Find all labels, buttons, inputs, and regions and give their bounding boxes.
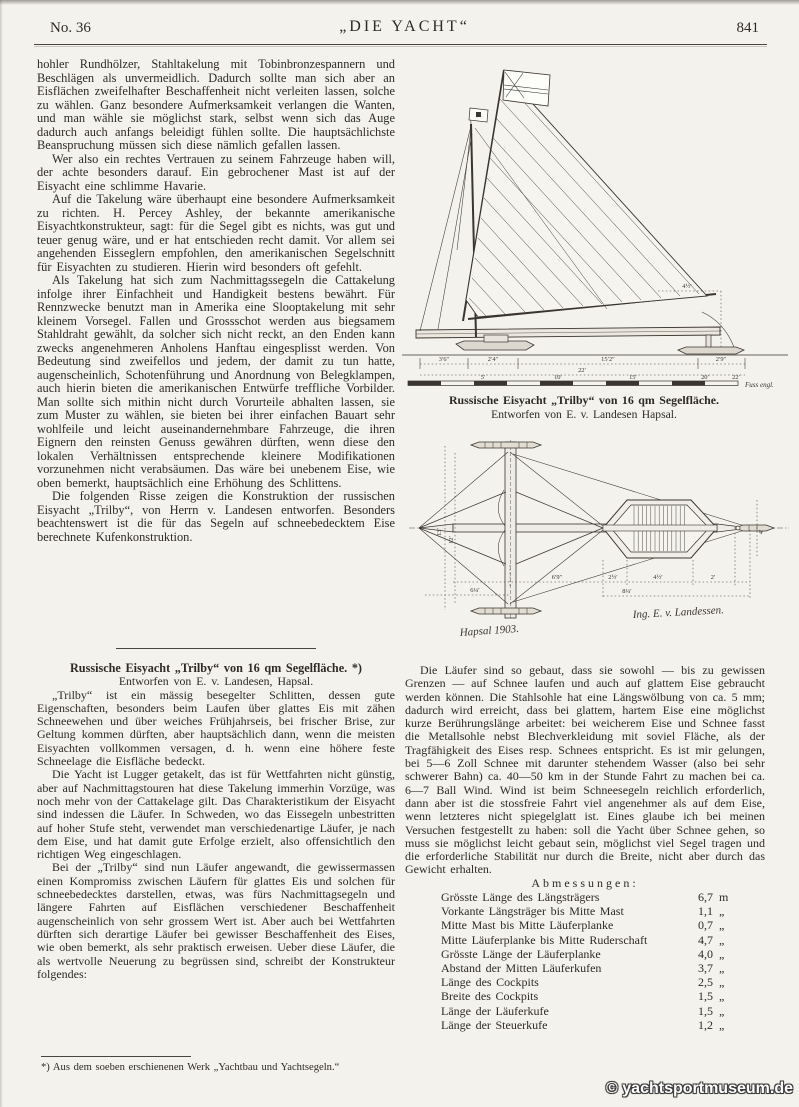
paragraph: Wer also ein rechtes Vertrauen zu seinem Fahrzeuge haben will, der achte besonders darauf. Ein gebrochener Mast ist auf der Eisyacht eine schlimme Havarie.: [37, 151, 395, 193]
measure-unit: „: [719, 932, 725, 947]
measure-value: 4,0: [698, 946, 713, 961]
measure-value: 1,1: [698, 904, 713, 919]
figure1-caption: [402, 393, 766, 422]
measure-value: 1,5: [698, 1003, 713, 1018]
scale-tick-22: 22′: [732, 374, 740, 381]
paragraph: Bei der „Trilby“ sind nun Läufer angewandt, die gewissermassen einen Kompromiss zwischen Läufern für glattes Eis und solchen für schneebedecktes darstellen, etwas, was fürs Nachmittagsegeln und längere Fahrten auf Eisflächen verschiedener Beschaffenheit augenscheinlich von sehr grossem Wert ist. Aber auch bei Wettfahrten dürften sich derartige Läufer bei gewisser Beschaffenheit des Eises, wie oben bemerkt, als sehr praktisch erweisen. Ueber diese Läufer, die als wertvolle Neuerung zu begrüssen sind, schreibt der Konstrukteur folgendes:: [37, 860, 395, 981]
table-row: [441, 1018, 735, 1032]
measure-label: Breite des Cockpits: [441, 989, 539, 1004]
table-row: [441, 890, 735, 904]
dim-label-d: 2′9″: [715, 356, 727, 363]
measure-label: Mitte Läuferplanke bis Mitte Ruderschaft: [441, 932, 648, 947]
measure-unit: „: [719, 946, 725, 961]
watermark: © yachtsportmuseum.de: [606, 1080, 793, 1097]
dim-label-a: 3′6″: [438, 356, 450, 363]
measure-label: Länge der Steuerkufe: [441, 1017, 548, 1032]
sailplan-drawing: [400, 58, 792, 392]
dim-label-tiller: 4½′: [682, 283, 692, 290]
dim-label-2ft: 2′: [710, 574, 716, 581]
dim-label-c: 15′2″: [601, 356, 615, 363]
figure1-caption-subtitle: Entworfen von E. v. Landesen Hapsal.: [491, 408, 677, 421]
measure-label: Grösste Länge der Läuferplanke: [441, 946, 601, 961]
paragraph: Die Läufer sind so gebaut, dass sie sowohl — bis zu gewissen Grenzen — auf Schnee laufen und auch auf glattem Eise gebraucht werden können. Die Stahlsohle hat eine Längswölbung von ca. 5 mm; dadurch wird erreicht, dass bei glattem, hartem Eise eine möglichst kurze Berührungslänge arbeitet: bei weicherem Eise und Schnee fasst die Metallsohle nebst Blechverkleidung mit soviel Fläche, als der Tragfähigkeit des Eises resp. Schnees entspricht. Es ist mir gelungen, bei 5—6 Zoll Schnee mit darunter stehendem Wasser (also bei sehr schwerer Bahn) ca. 40—50 km in der Stunde Fahrt zu machen bei ca. 6—7 Ball Wind. Wind ist beim Schneesegeln reichlich erforderlich, dann aber ist die stossfreie Fahrt viel angenehmer als auf dem Eise, wenn letzteres nicht spiegelglatt ist. Eines glaube ich bei meinen Versuchen festgestellt zu haben: soll die Yacht über Schnee gehen, so muss sie möglichst leicht gebaut sein, möglichst viel Segel tragen und die erforderliche Stabilität nur durch die Breite, nicht aber durch das Gewicht erhalten.: [405, 663, 765, 877]
measure-unit: „: [719, 1003, 725, 1018]
sail: [466, 72, 707, 317]
measure-value: 1,5: [698, 989, 713, 1004]
dim-label-2half: 2½′: [608, 574, 618, 581]
dim-label-12ft: 12′: [448, 536, 455, 544]
naval-ensign-flag: [503, 70, 550, 106]
table-row: [441, 947, 735, 961]
dim-label-6ft9: 6′9″: [551, 574, 563, 581]
measure-value: 6,7: [698, 890, 713, 905]
planview-drawing: [405, 440, 793, 660]
scale-bar: [408, 374, 774, 389]
dim-label-8quarter: 8¼′: [622, 588, 632, 595]
measure-label: Mitte Mast bis Mitte Läuferplanke: [441, 918, 614, 933]
table-row: [441, 989, 735, 1003]
measure-value: 0,7: [698, 918, 713, 933]
measure-label: Abstand der Mitten Läuferkufen: [441, 961, 602, 976]
measure-label: Länge des Cockpits: [441, 975, 539, 990]
table-row: [441, 904, 735, 918]
measurements-table: [405, 890, 765, 1032]
paragraph: Die Yacht ist Lugger getakelt, das ist für Wettfahrten nicht günstig, aber auf Nachmittagstouren hat diese Takelung immerhin Vorzüge, was noch mehr von der Cattakelage gilt. Das Charakteristikum der Eisyacht sind indessen die Läufer. In Schweden, wo das Eissegeln unbestritten auf hoher Stufe steht, verwendet man verschiedenartige Läufer, je nach dem Eise, und hat damit gute Erfolge erzielt, also offensichtlich den richtigen Weg eingeschlagen.: [37, 767, 395, 862]
dim-label-13ft: 13′: [436, 528, 443, 536]
scale-tick-20: 20′: [701, 374, 709, 381]
scale-tick-10: 10′: [554, 374, 562, 381]
dim-label-4ft: 4′: [758, 529, 765, 535]
header-rule: [34, 44, 767, 45]
section-divider: [37, 648, 395, 649]
table-row: [441, 933, 735, 947]
dim-label-4half: 4½′: [653, 574, 663, 581]
left-column-upper: [37, 58, 395, 544]
scale-tick-15: 15′: [629, 374, 637, 381]
footnote: *) Aus dem soeben erschienenen Werk „Yachtbau und Yachtsegeln.“: [41, 1062, 340, 1073]
paragraph: „Trilby“ ist ein mässig besegelter Schlitten, dessen gute Eigenschaften, besonders beim Laufen über glattes Eis mit zähen Schneewehen und über weiches Frühjahrseis, bei frischer Brise, zur Geltung kommen dürften, aber hauptsächlich dann, wenn die meisten Eisyachten vollkommen versagen, d. h. wenn eine höhere feste Schneelage die Eisfläche bedeckt.: [37, 687, 395, 769]
scan-edge-shadow-left: [0, 0, 3, 1107]
footnote-rule: [41, 1056, 191, 1057]
table-row: [441, 961, 735, 975]
article-heading: Russische Eisyacht „Trilby“ von 16 qm Segelfläche. *): [70, 661, 362, 675]
measure-value: 1,2: [698, 1017, 713, 1032]
scale-unit-label: Fuss engl.: [745, 381, 774, 389]
paragraph: Auf die Takelung wäre überhaupt eine besondere Aufmerksamkeit zu richten. H. Percey Ashley, der bekannte amerikanische Eisyachtkonstrukteur, sagt: für die Segel gibt es nichts, was gut und teuer genug wäre, und er hat entschieden recht damit. Vor allem sei angehenden Eisseglern empfohlen, den amerikanischen Segelschnitt für Eisyachten zu studieren. Hierin wird besonders oft gefehlt.: [37, 192, 395, 274]
signature-text: Ing. E. v. Landessen.: [632, 604, 725, 621]
journal-title: „DIE YACHT“: [339, 18, 470, 35]
dim-label-total: 22′: [578, 367, 586, 374]
hull-and-runners: [402, 312, 788, 355]
measure-unit: „: [719, 975, 725, 990]
measure-label: Vorkante Längsträger bis Mitte Mast: [441, 904, 624, 919]
place-date-text: Hapsal 1903.: [459, 622, 520, 639]
left-column-article: [37, 662, 395, 981]
cockpit: [603, 500, 717, 558]
backbone-beam: [409, 524, 789, 535]
measure-unit: m: [719, 890, 729, 905]
paragraph: Als Takelung hat sich zum Nachmittagssegeln die Cattakelung infolge ihrer Einfachheit und Handigkeit bestens bewährt. Für Rennzwecke benutzt man in Amerika eine Slooptakelung mit sehr kleinem Vorsegel. Fallen und Grossschot werden aus biegsamem Stahldraht gewählt, da solcher sich nicht reckt, an den Enden kann zwecks angenehmeren Anholens Hanftau eingesplisst werden. Von Bedeutung sind zweifellos und jedem, der damit zu tun hatte, augenscheinlich, Schotenführung und Anordnung von Belegklampen, auch hierin bieten die amerikanischen Entwürfe treffliche Vorbilder. Man sollte sich mithin nicht durch Vorurteile abhalten lassen, sie zum Muster zu wählen, sie bieten bei ihrer einfachen Bauart sehr wohlfeile und leicht auseinandernehmbare Fahrzeuge, die ihren Eignern den reinsten Genuss gewähren dürften, wenn diese den lokalen Verhältnissen entsprechende kleinere Modifikationen vorzunehmen nicht verabsäumen. Das wäre bei unebenem Eise, wie oben bemerkt, hauptsächlich eine Erhöhung des Schlittens.: [37, 273, 395, 490]
article-subheading: Entworfen von E. v. Landesen, Hapsal.: [118, 674, 314, 689]
paragraph: hohler Rundhölzer, Stahltakelung mit Tobinbronzespannern und Beschlägen als unvermeidlich. Dadurch sollte man sich aber an Eisflächen zweifelhafter Beschaffenheit nicht verleiten lassen, solche zu wählen. Ganz besondere Aufmerksamkeit verlangen die Wanten, und man wähle sie möglichst stark, selbst wenn sich das Auge dadurch auch anfangs beleidigt fühlen sollte. Die hauptsächlichste Beanspruchung müssen sich diese nämlich gefallen lassen.: [37, 57, 395, 152]
measure-value: 3,7: [698, 961, 713, 976]
table-row: [441, 918, 735, 932]
scale-tick-5: 5′: [480, 374, 486, 381]
figure1-caption-title: Russische Eisyacht „Trilby“ von 16 qm Segelfläche.: [448, 393, 720, 407]
measure-unit: „: [719, 1017, 725, 1032]
measure-value: 4,7: [698, 932, 713, 947]
table-row: [441, 1004, 735, 1018]
steering-runner: [735, 525, 774, 531]
measure-label: Länge der Läuferkufe: [441, 1003, 549, 1018]
measurements-heading: Abmessungen:: [531, 875, 639, 890]
masthead-pennant-flag: [469, 108, 488, 124]
measure-label: Grösste Länge des Längsträgers: [441, 890, 600, 905]
dim-label-6quarter: 6¼′: [470, 587, 480, 594]
measure-unit: „: [719, 918, 725, 933]
paragraph: Die folgenden Risse zeigen die Konstruktion der russischen Eisyacht „Trilby“, von Herrn v. Landesen entworfen. Besonders beachtenswert ist die für das Segeln auf schneebedecktem Eise berechnete Kufenkonstruktion.: [37, 489, 395, 544]
measure-unit: „: [719, 961, 725, 976]
scan-edge-shadow-top: [0, 0, 799, 5]
measure-unit: „: [719, 989, 725, 1004]
issue-number: No. 36: [50, 20, 91, 36]
dim-label-b: 2′4″: [487, 356, 499, 363]
right-column-text: [405, 664, 765, 1032]
running-head: [50, 18, 759, 40]
page-number: 841: [736, 20, 759, 36]
table-row: [441, 975, 735, 989]
measure-unit: „: [719, 904, 725, 919]
measure-value: 2,5: [698, 975, 713, 990]
